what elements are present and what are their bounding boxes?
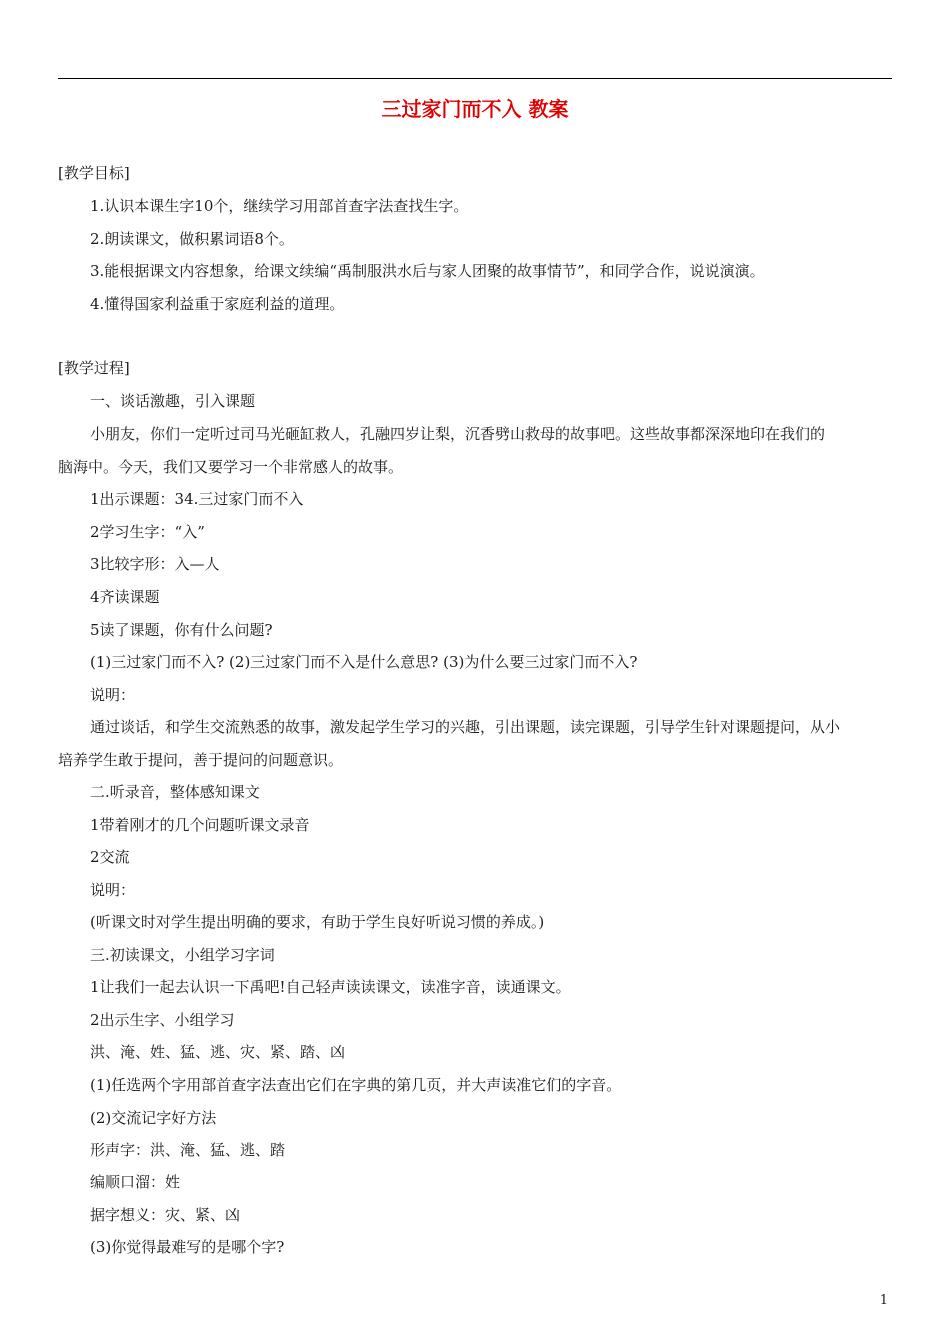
objective-item: 1.认识本课生字10个，继续学习用部首查字法查找生字。 [90,197,469,215]
list-item: (2)交流记字好方法 [90,1109,217,1127]
list-item: 4齐读课题 [90,588,160,606]
header-rule [58,78,892,79]
list-item: (1)任选两个字用部首查字法查出它们在字典的第几页，并大声读准它们的字音。 [90,1076,622,1094]
list-item: 1带着刚才的几个问题听课文录音 [90,816,310,834]
list-item: (3)你觉得最难写的是哪个字? [90,1238,285,1256]
list-item: 1出示课题：34.三过家门而不入 [90,490,304,508]
list-item: 据字想义：灾、紧、凶 [90,1206,241,1224]
list-item: 3比较字形：入—人 [90,555,220,573]
step-heading: 三.初读课文，小组学习字词 [90,946,275,964]
list-item: 形声字：洪、淹、猛、逃、踏 [90,1141,286,1159]
section-heading-process: [教学过程] [58,359,130,377]
list-item: 5读了课题，你有什么问题? [90,621,273,639]
note-label: 说明： [90,686,136,704]
step-heading: 二.听录音，整体感知课文 [90,783,260,801]
character-list: 洪、淹、姓、猛、逃、灾、紧、踏、凶 [90,1043,346,1061]
document-title: 三过家门而不入 教案 [381,97,569,121]
list-item: 1让我们一起去认识一下禹吧!自己轻声读读课文，读准字音，读通课文。 [90,978,571,996]
list-item: 2学习生字：“入” [90,523,205,541]
list-item: 2出示生字、小组学习 [90,1011,235,1029]
paragraph-line: 培养学生敢于提问，善于提问的问题意识。 [58,751,344,769]
objective-item: 2.朗读课文，做积累词语8个。 [90,230,294,248]
paragraph-line: 脑海中。今天，我们又要学习一个非常感人的故事。 [58,458,404,476]
list-item: (1)三过家门而不入? (2)三过家门而不入是什么意思? (3)为什么要三过家门而不入? [90,653,638,671]
step-heading: 一、谈话激趣，引入课题 [90,392,256,410]
list-item: 编顺口溜：姓 [90,1173,181,1191]
paragraph-line: 通过谈话，和学生交流熟悉的故事，激发起学生学习的兴趣，引出课题，读完课题，引导学生针对课题提问，从小 [90,718,841,736]
objective-item: 4.懂得国家利益重于家庭利益的道理。 [90,295,345,313]
paragraph-line: (听课文时对学生提出明确的要求，有助于学生良好听说习惯的养成。) [90,913,545,931]
section-heading-objectives: [教学目标] [58,164,130,182]
list-item: 2交流 [90,848,130,866]
page-number: 1 [879,1293,888,1308]
note-label: 说明： [90,881,136,899]
objective-item: 3.能根据课文内容想象，给课文续编“禹制服洪水后与家人团聚的故事情节”，和同学合作，说说演演。 [90,262,765,280]
paragraph-line: 小朋友，你们一定听过司马光砸缸救人，孔融四岁让梨，沉香劈山救母的故事吧。这些故事都深深地印在我们的 [90,425,826,443]
